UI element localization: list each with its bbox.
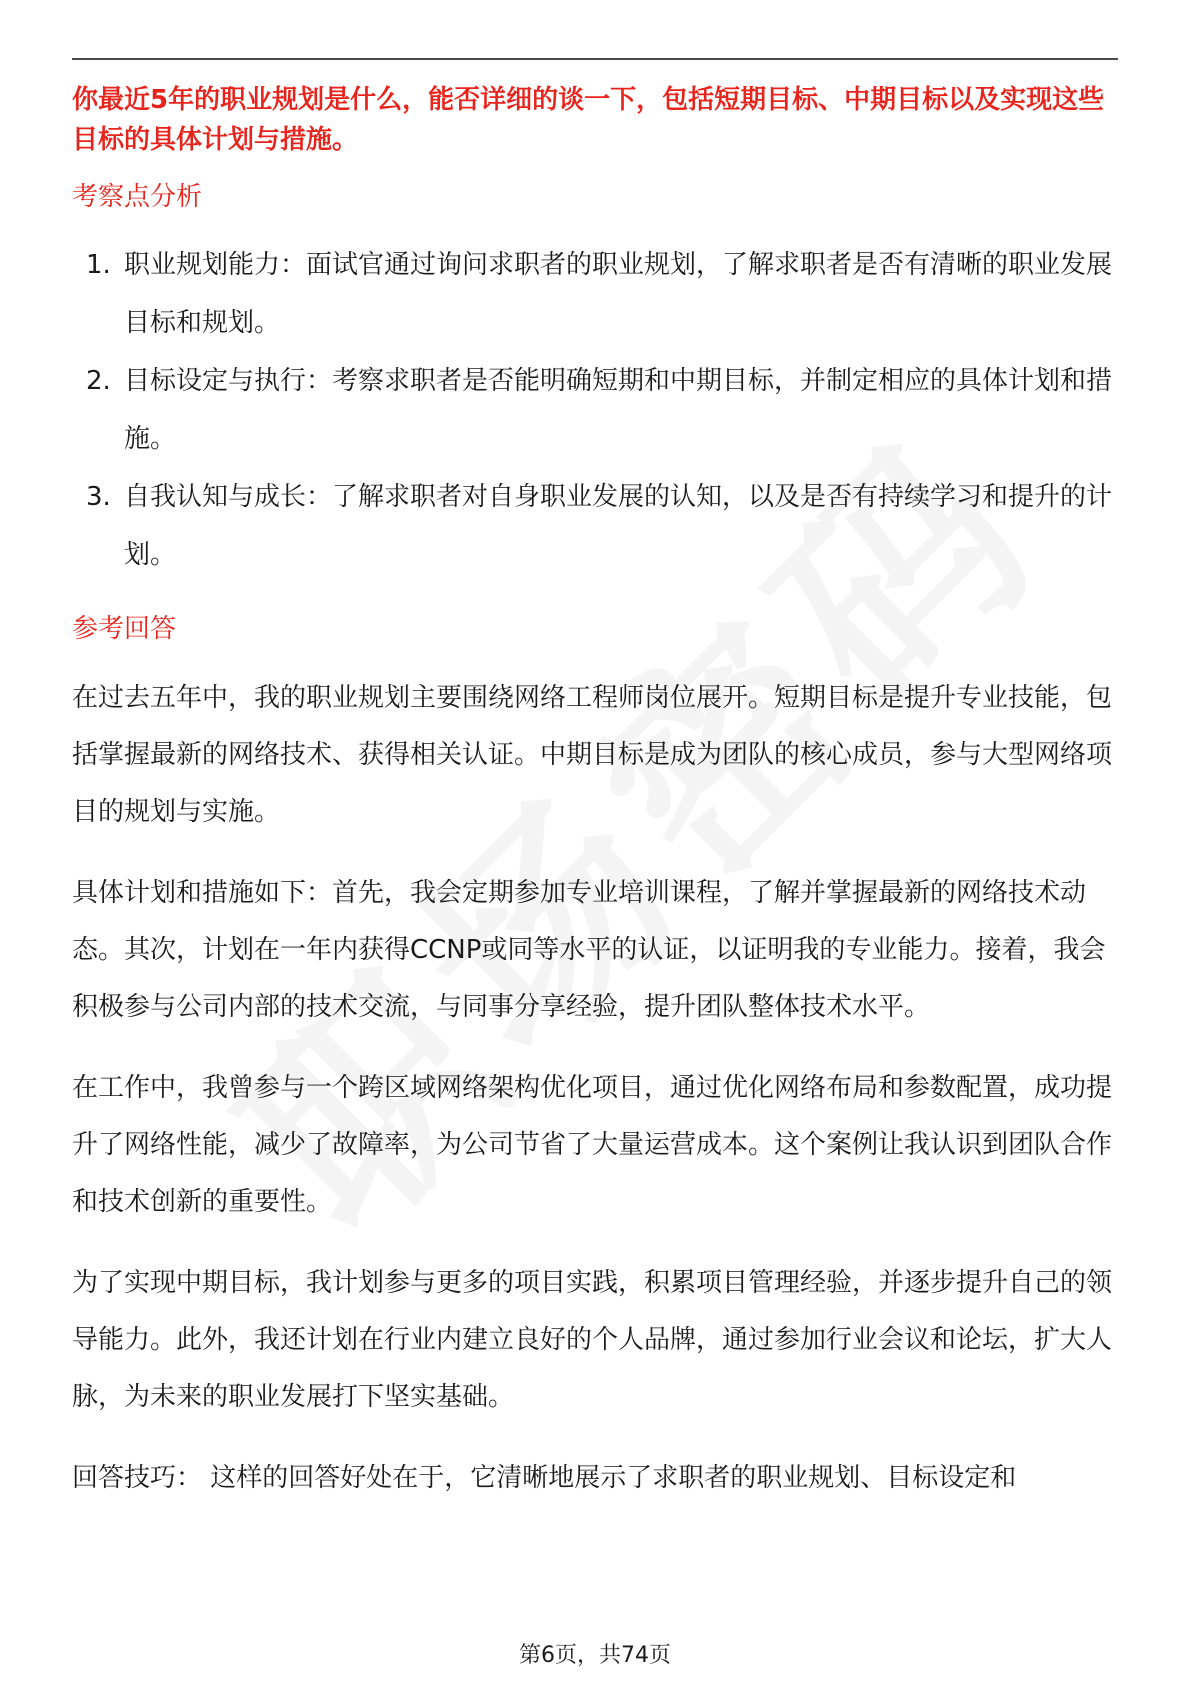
answer-paragraph: 回答技巧： 这样的回答好处在于，它清晰地展示了求职者的职业规划、目标设定和 [72,1463,1017,1493]
list-item [72,236,1118,352]
answer-paragraph: 在工作中，我曾参与一个跨区域网络架构优化项目，通过优化网络布局和参数配置，成功提升了网络性能，减少了故障率，为公司节省了大量运营成本。这个案例让我认识到团队合作和技术创新的重要性。 [72,1073,1113,1217]
list-item-number: 2. [86,366,111,396]
content [72,80,1118,1507]
list-item-number: 1. [86,250,111,280]
question-text: 你最近5年的职业规划是什么，能否详细的谈一下，包括短期目标、中期目标以及实现这些目标的具体计划与措施。 [72,85,1105,155]
header-rule [72,58,1118,60]
list-item-text: 职业规划能力：面试官通过询问求职者的职业规划，了解求职者是否有清晰的职业发展目标和规划。 [124,250,1113,338]
analysis-list [72,236,1118,584]
list-item-text: 自我认知与成长：了解求职者对自身职业发展的认知，以及是否有持续学习和提升的计划。 [124,482,1113,570]
page-number: 第6页，共74页 [519,1643,671,1668]
list-item [72,352,1118,468]
answer-paragraph: 为了实现中期目标，我计划参与更多的项目实践，积累项目管理经验，并逐步提升自己的领导能力。此外，我还计划在行业内建立良好的个人品牌，通过参加行业会议和论坛，扩大人脉，为未来的职业发展打下坚实基础。 [72,1268,1113,1412]
answer-paragraph: 在过去五年中，我的职业规划主要围绕网络工程师岗位展开。短期目标是提升专业技能，包括掌握最新的网络技术、获得相关认证。中期目标是成为团队的核心成员，参与大型网络项目的规划与实施。 [72,683,1113,827]
analysis-heading: 考察点分析 [72,182,203,212]
list-item-text: 目标设定与执行：考察求职者是否能明确短期和中期目标，并制定相应的具体计划和措施。 [124,366,1113,454]
answer-paragraph: 具体计划和措施如下：首先，我会定期参加专业培训课程，了解并掌握最新的网络技术动态。其次，计划在一年内获得CCNP或同等水平的认证，以证明我的专业能力。接着，我会积极参与公司内部的技术交流，与同事分享经验，提升团队整体技术水平。 [72,878,1106,1022]
list-item-number: 3. [86,482,111,512]
list-item [72,468,1118,584]
answer-heading: 参考回答 [72,614,177,644]
